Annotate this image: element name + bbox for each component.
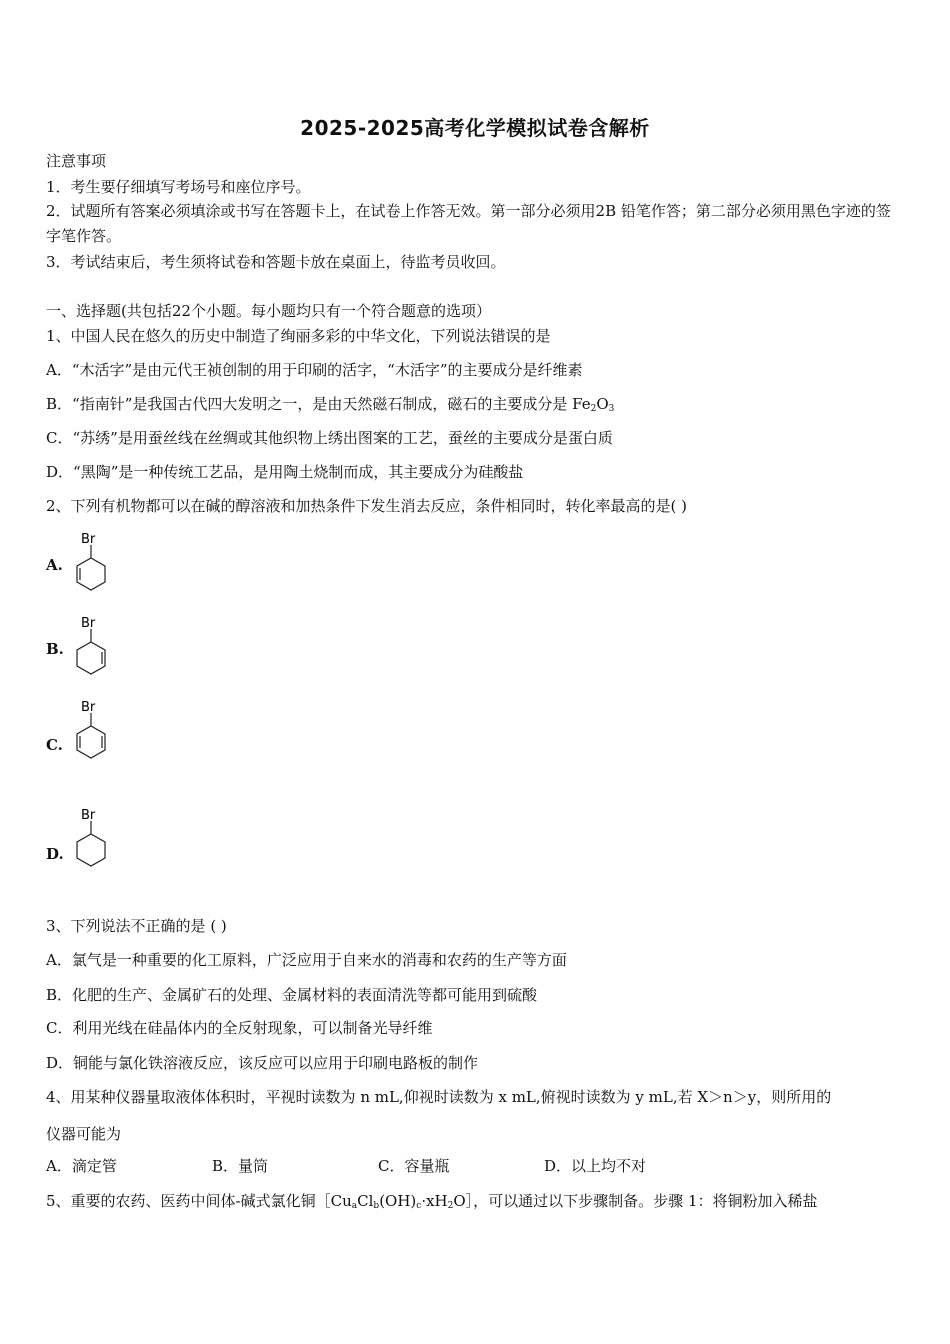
q3-option-b: B．化肥的生产、金属矿石的处理、金属材料的表面清洗等都可能用到硫酸 xyxy=(46,986,538,1004)
svg-text:Br: Br xyxy=(81,808,96,823)
notice-item-2: 2．试题所有答案必须填涂或书写在答题卡上，在试卷上作答无效。第一部分必须用2B 铅笔作答；第二部分必须用黑色字迹的签字笔作答。 xyxy=(46,202,891,245)
section-heading: 一、选择题(共包括22个小题。每小题均只有一个符合题意的选项） xyxy=(46,302,491,320)
q1-stem: 1、中国人民在悠久的历史中制造了绚丽多彩的中华文化，下列说法错误的是 xyxy=(46,327,551,345)
notice-heading: 注意事项 xyxy=(46,152,107,170)
q2-structure-a xyxy=(70,528,114,594)
q1-option-d: D．“黑陶”是一种传统工艺品，是用陶土烧制而成，其主要成分为硅酸盐 xyxy=(46,463,524,481)
q4-stem-line1: 4、用某种仪器量取液体体积时，平视时读数为 n mL,仰视时读数为 x mL,俯视时读数为 y mL,若 X＞n＞y，则所用的 xyxy=(46,1088,832,1106)
q4-option-b: B．量筒 xyxy=(212,1157,269,1175)
q4-option-d: D．以上均不对 xyxy=(544,1157,647,1175)
q5-stem: 5、重要的农药、医药中间体-碱式氯化铜$[Cu_aCl_b(OH)_c\cdot xH_2O]$，可以通过以下步骤制备。步骤 1：将铜粉加入稀盐 xyxy=(46,1192,818,1211)
q2-label-a: A. xyxy=(46,556,63,574)
q3-option-d: D．铜能与氯化铁溶液反应，该反应可以应用于印刷电路板的制作 xyxy=(46,1054,479,1072)
q3-option-a: A．氯气是一种重要的化工原料，广泛应用于自来水的消毒和农药的生产等方面 xyxy=(46,951,567,969)
q3-option-c: C．利用光线在硅晶体内的全反射现象，可以制备光导纤维 xyxy=(46,1019,433,1037)
q2-structure-b xyxy=(70,612,114,678)
q2-structure-d xyxy=(70,804,114,870)
q1-option-c: C．“苏绣”是用蚕丝线在丝绸或其他织物上绣出图案的工艺，蚕丝的主要成分是蛋白质 xyxy=(46,429,613,447)
q4-stem-line2: 仪器可能为 xyxy=(46,1125,122,1143)
q2-structure-c xyxy=(70,696,114,762)
q2-stem: 2、下列有机物都可以在碱的醇溶液和加热条件下发生消去反应，条件相同时，转化率最高的是( ) xyxy=(46,497,688,515)
q3-stem: 3、下列说法不正确的是 ( ) xyxy=(46,917,227,935)
notice-item-3: 3．考试结束后，考生须将试卷和答题卡放在桌面上，待监考员收回。 xyxy=(46,253,506,271)
q4-option-a: A．滴定管 xyxy=(46,1157,117,1175)
q2-label-b: B. xyxy=(46,640,64,658)
q1-option-a: A．“木活字”是由元代王祯创制的用于印刷的活字，“木活字”的主要成分是纤维素 xyxy=(46,361,583,379)
page-title: 2025-2025高考化学模拟试卷含解析 xyxy=(300,116,650,140)
svg-text:Br: Br xyxy=(81,532,96,547)
q4-options xyxy=(46,1156,906,1176)
svg-text:Br: Br xyxy=(81,700,96,715)
q4-option-c: C．容量瓶 xyxy=(378,1157,450,1175)
notice-item-1: 1．考生要仔细填写考场号和座位序号。 xyxy=(46,178,311,196)
q2-label-c: C. xyxy=(46,736,63,754)
q2-label-d: D. xyxy=(46,845,64,863)
svg-text:Br: Br xyxy=(81,616,96,631)
q1-option-b: B．“指南针”是我国古代四大发明之一，是由天然磁石制成，磁石的主要成分是 $Fe_2O_3$ xyxy=(46,395,615,414)
